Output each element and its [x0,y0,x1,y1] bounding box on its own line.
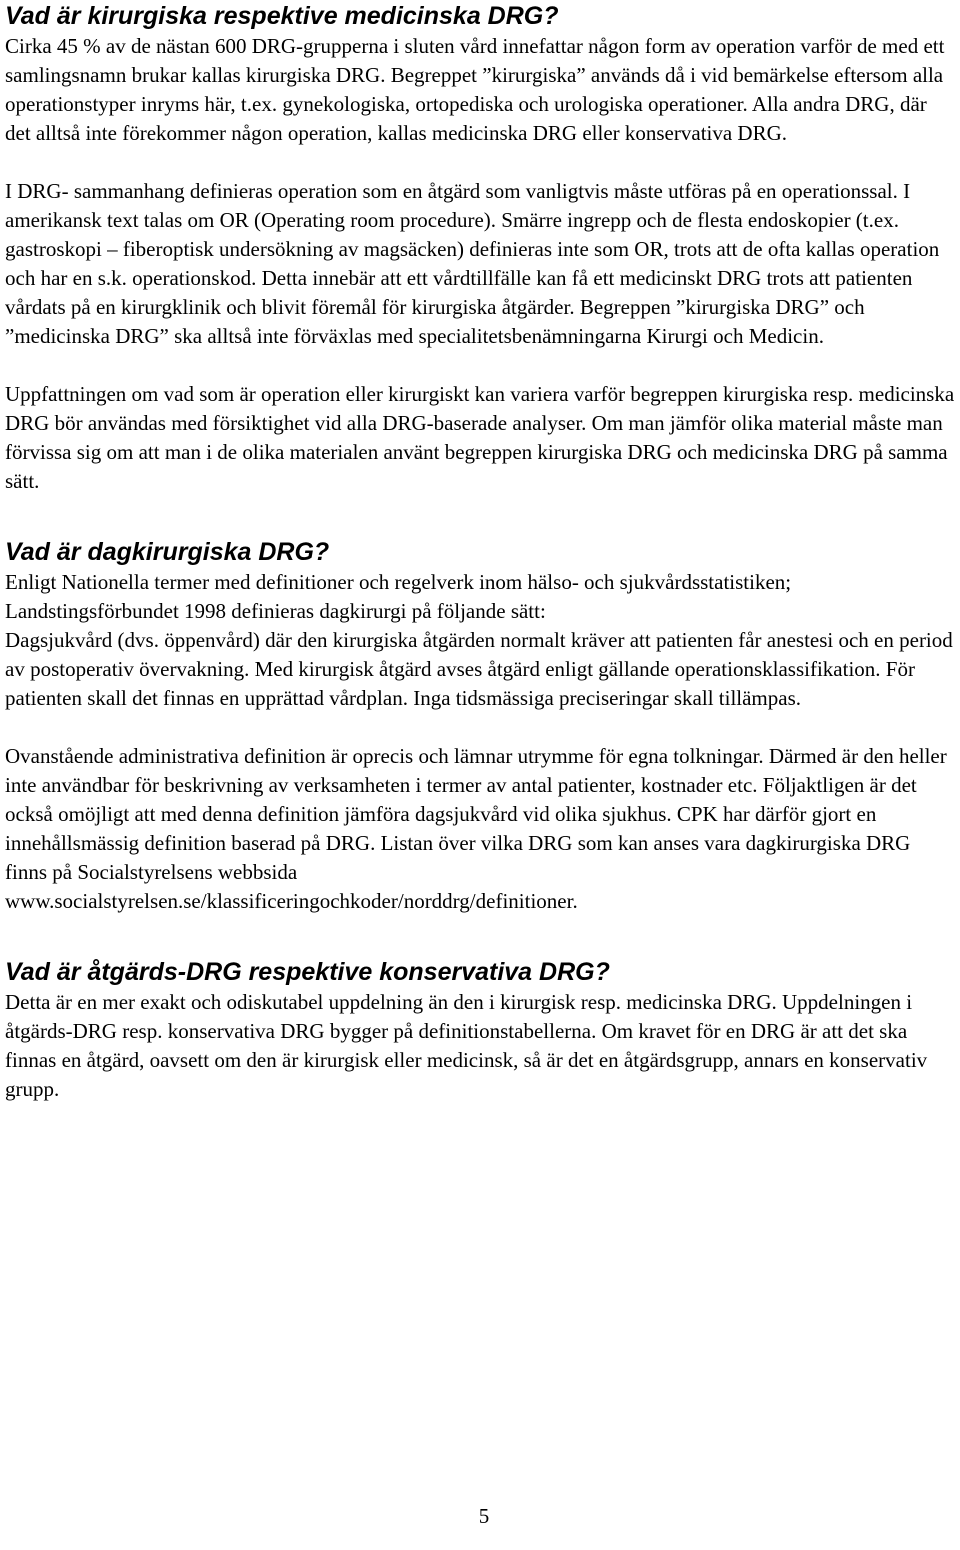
paragraph-uppfattningen: Uppfattningen om vad som är operation eller kirurgiskt kan variera varför begreppen kirurgiska resp. medicinska DRG bör användas med försiktighet vid alla DRG-baserade analyser. Om man jämför olika material måste man förvissa sig om att man i de olika materialen använt begreppen kirurgiska DRG och medicinska DRG på samma sätt. [5,382,955,493]
paragraph-gap [5,713,957,742]
paragraph-atgards-drg: Detta är en mer exakt och odiskutabel uppdelning än den i kirurgisk resp. medicinska DRG. Uppdelningen i åtgärds-DRG resp. konservativa DRG bygger på definitionstabellerna. Om kravet för en DRG är att det ska finnas en åtgärd, oavsett om den är kirurgisk eller medicinsk, så är det en åtgärdsgrupp, annars en konservativ grupp. [5,990,928,1101]
paragraph-dagsjukvard-definition: Dagsjukvård (dvs. öppenvård) där den kirurgiska åtgärden normalt kräver att patienten får anestesi och en period av postoperativ övervakning. Med kirurgisk åtgärd avses åtgärd enligt gällande operationsklassifikation. För patienten skall det finnas en upprättad vårdplan. Inga tidsmässiga preciseringar skall tillämpas. [5,628,953,710]
section-gap [5,916,957,956]
intro-line-2: Landstingsförbundet 1998 definieras dagkirurgi på följande sätt: [5,599,546,623]
section-gap [5,496,957,536]
intro-line-1: Enligt Nationella termer med definitioner och regelverk inom hälso- och sjukvårdsstatistiken; [5,570,792,594]
section-heading-kirurgiska-medicinska: Vad är kirurgiska respektive medicinska DRG? [5,2,559,30]
page-number [0,1502,960,1531]
url-text: www.socialstyrelsen.se/klassificeringochkoder/norddrg/definitioner. [5,889,578,913]
paragraph-gap [5,351,957,380]
paragraph-ovanstaende: Ovanstående administrativa definition är oprecis och lämnar utrymme för egna tolkningar. Därmed är den heller inte användbar för beskrivning av verksamheten i termer av antal patienter, kostnader etc. Följaktligen är det också omöjligt att med denna definition jämföra dagsjukvård vid olika sjukhus. CPK har därför gjort en innehållsmässig definition baserad på DRG. Listan över vilka DRG som kan anses vara dagkirurgiska DRG finns på Socialstyrelsens webbsida [5,744,947,884]
document-page [5,0,957,1104]
section-heading-atgards-konservativa: Vad är åtgärds-DRG respektive konservativa DRG? [5,958,610,986]
paragraph-gap [5,148,957,177]
page-number-text: 5 [478,1504,490,1528]
section-heading-dagkirurgiska: Vad är dagkirurgiska DRG? [5,538,330,566]
paragraph-operation-definition: I DRG- sammanhang definieras operation som en åtgärd som vanligtvis måste utföras på en operationssal. I amerikansk text talas om OR (Operating room procedure). Smärre ingrepp och de flesta endoskopier (t.ex. gastroskopi – fiberoptisk undersökning av magsäcken) definieras inte som OR, trots att de ofta kallas operation och har en s.k. operationskod. Detta innebär att ett vårdtillfälle kan få ett medicinskt DRG trots att patienten vårdats på en kirurgklinik och blivit föremål för kirurgiska åtgärder. Begreppen ”kirurgiska DRG” och ”medicinska DRG” ska alltså inte förväxlas med specialitetsbenämningarna Kirurgi och Medicin. [5,179,940,348]
paragraph-kirurgiska-drg: Cirka 45 % av de nästan 600 DRG-grupperna i sluten vård innefattar någon form av operation varför de med ett samlingsnamn brukar kallas kirurgiska DRG. Begreppet ”kirurgiska” används då i vid bemärkelse eftersom alla operationstyper inryms här, t.ex. gynekologiska, ortopediska och urologiska operationer. Alla andra DRG, där det alltså inte förekommer någon operation, kallas medicinska DRG eller konservativa DRG. [5,34,945,145]
